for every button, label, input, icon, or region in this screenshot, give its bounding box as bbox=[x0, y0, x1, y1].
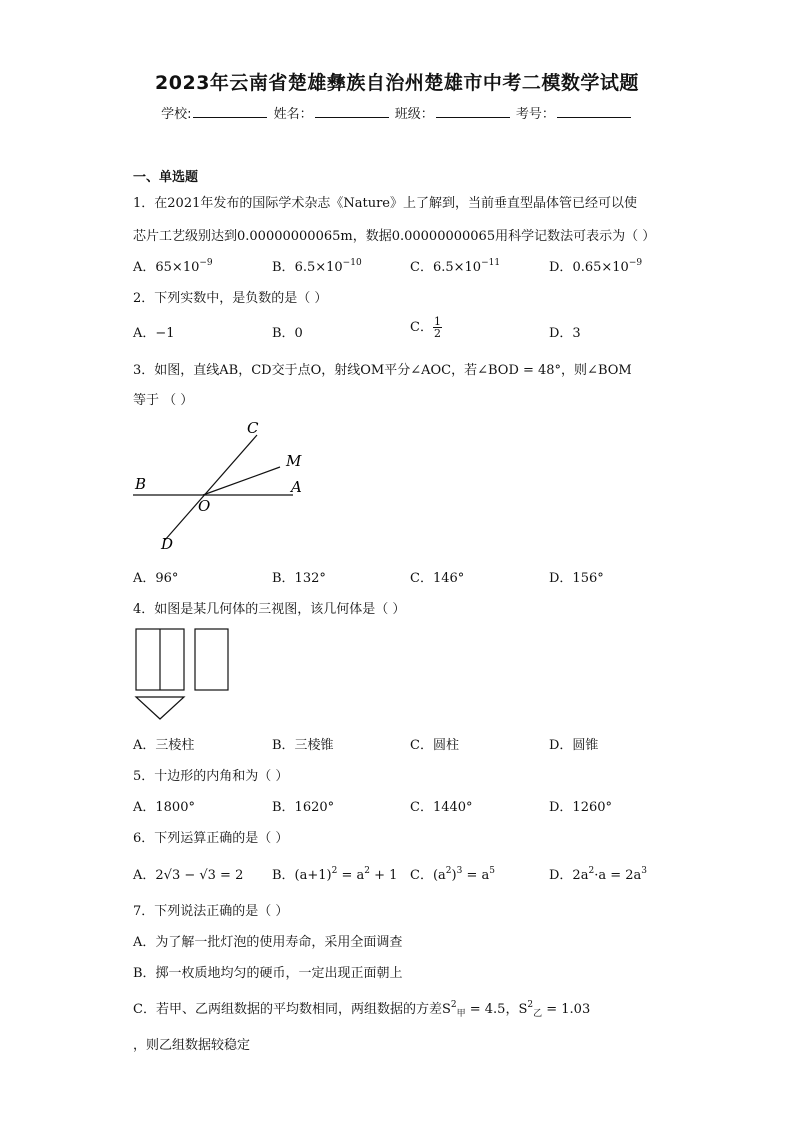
option-expression: + 1 bbox=[370, 868, 398, 883]
q4-option-b[interactable]: B．三棱锥 bbox=[272, 738, 334, 753]
option-exponent: 3 bbox=[641, 866, 647, 876]
q2-option-d[interactable]: D．3 bbox=[549, 326, 581, 341]
label-m: M bbox=[286, 452, 302, 470]
q6-option-b[interactable] bbox=[272, 864, 397, 883]
option-expression: B．(a+1) bbox=[272, 868, 332, 883]
option-expression: = a bbox=[337, 868, 365, 883]
q3-option-d[interactable]: D．156° bbox=[549, 571, 604, 586]
option-label: B． bbox=[272, 260, 295, 275]
q4-text: 4．如图是某几何体的三视图，该几何体是（ ） bbox=[133, 602, 406, 617]
fraction bbox=[433, 316, 442, 339]
q7-text: 7．下列说法正确的是（ ） bbox=[133, 904, 289, 919]
q1-options bbox=[0, 256, 794, 276]
section-heading: 一、单选题 bbox=[133, 170, 199, 185]
fraction-denominator: 2 bbox=[433, 327, 441, 340]
q6-options bbox=[0, 864, 794, 884]
q3-option-b[interactable]: B．132° bbox=[272, 571, 326, 586]
label-c: C bbox=[247, 419, 259, 437]
q3-figure bbox=[125, 415, 325, 555]
student-info-row bbox=[0, 103, 794, 122]
q1-line2: 芯片工艺级别达到0.00000000065m，数据0.00000000065用科学记数法可表示为（ ） bbox=[133, 229, 656, 244]
q4-option-d[interactable]: D．圆锥 bbox=[549, 738, 599, 753]
q6-option-a[interactable]: A．2√3 − √3 = 2 bbox=[133, 868, 244, 883]
option-exponent: 3 bbox=[456, 866, 463, 876]
side-view bbox=[195, 629, 228, 690]
q4-three-views-figure bbox=[132, 625, 236, 725]
q2-text: 2．下列实数中，是负数的是（ ） bbox=[133, 291, 328, 306]
q1-option-d[interactable] bbox=[549, 256, 642, 275]
q5-options bbox=[0, 796, 794, 816]
q2-options bbox=[0, 315, 794, 342]
exam-no-label: 考号： bbox=[515, 107, 555, 122]
page-title: 2023年云南省楚雄彝族自治州楚雄市中考二模数学试题 bbox=[155, 72, 639, 94]
class-label: 班级： bbox=[394, 107, 434, 122]
subscript: 甲 bbox=[456, 1009, 466, 1019]
q3-option-a[interactable]: A．96° bbox=[133, 571, 179, 586]
option-expression: ·a = 2a bbox=[594, 868, 642, 883]
label-a: A bbox=[291, 478, 302, 496]
option-exponent: −10 bbox=[342, 258, 362, 268]
exam-no-blank[interactable] bbox=[557, 105, 631, 118]
top-view-triangle bbox=[136, 697, 184, 719]
q1-option-c[interactable] bbox=[410, 256, 500, 275]
q2-option-c[interactable] bbox=[410, 316, 442, 339]
q6-option-c[interactable] bbox=[410, 864, 495, 883]
school-blank[interactable] bbox=[193, 105, 267, 118]
option-exponent: 2 bbox=[364, 866, 371, 876]
option-base: 0.65×10 bbox=[572, 260, 629, 275]
name-label: 姓名： bbox=[273, 107, 313, 122]
q7-option-c[interactable] bbox=[133, 998, 590, 1019]
q1-option-a[interactable] bbox=[133, 256, 213, 275]
option-base: 65×10 bbox=[155, 260, 200, 275]
option-exponent: −11 bbox=[481, 258, 501, 268]
q5-text: 5．十边形的内角和为（ ） bbox=[133, 769, 289, 784]
option-exponent: 2 bbox=[331, 866, 338, 876]
superscript: 2 bbox=[527, 1000, 534, 1010]
option-exponent: 2 bbox=[445, 866, 452, 876]
option-label: A． bbox=[133, 260, 156, 275]
ray-om bbox=[203, 467, 280, 495]
option-label: C． bbox=[410, 320, 433, 335]
option-text: = 4.5，S bbox=[465, 1002, 528, 1017]
q1-option-b[interactable] bbox=[272, 256, 362, 275]
option-expression: D．2a bbox=[549, 868, 589, 883]
q6-text: 6．下列运算正确的是（ ） bbox=[133, 831, 289, 846]
q5-option-a[interactable]: A．1800° bbox=[133, 800, 195, 815]
q1-line1: 1．在2021年发布的国际学术杂志《Nature》上了解到，当前垂直型晶体管已经可以使 bbox=[133, 196, 637, 211]
subscript: 乙 bbox=[533, 1009, 543, 1019]
option-label: D． bbox=[549, 260, 573, 275]
q2-option-a[interactable]: A．−1 bbox=[133, 326, 175, 341]
q3-line1: 3．如图，直线AB，CD交于点O，射线OM平分∠AOC，若∠BOD = 48°，则∠BOM bbox=[133, 363, 632, 378]
option-exponent: 2 bbox=[588, 866, 595, 876]
q6-option-d[interactable] bbox=[549, 864, 647, 883]
q5-option-b[interactable]: B．1620° bbox=[272, 800, 335, 815]
name-blank[interactable] bbox=[315, 105, 389, 118]
option-base: 6.5×10 bbox=[294, 260, 343, 275]
school-label: 学校: bbox=[161, 107, 192, 122]
q5-option-d[interactable]: D．1260° bbox=[549, 800, 613, 815]
q7-option-c-line2: ，则乙组数据较稳定 bbox=[133, 1038, 251, 1053]
line-cd bbox=[165, 435, 257, 540]
option-text: C．若甲、乙两组数据的平均数相同，两组数据的方差S bbox=[133, 1002, 451, 1017]
q3-line2: 等于 （ ） bbox=[133, 393, 194, 408]
option-base: 6.5×10 bbox=[432, 260, 482, 275]
class-blank[interactable] bbox=[436, 105, 510, 118]
q7-option-b[interactable]: B．掷一枚质地均匀的硬币，一定出现正面朝上 bbox=[133, 966, 403, 981]
option-label: C． bbox=[410, 260, 433, 275]
option-exponent: −9 bbox=[199, 258, 213, 268]
q7-option-a[interactable]: A．为了解一批灯泡的使用寿命，采用全面调查 bbox=[133, 935, 403, 950]
option-expression: C．(a bbox=[410, 868, 446, 883]
fraction-numerator: 1 bbox=[433, 315, 441, 328]
superscript: 2 bbox=[450, 1000, 457, 1010]
q5-option-c[interactable]: C．1440° bbox=[410, 800, 473, 815]
q3-options bbox=[0, 567, 794, 587]
option-exponent: −9 bbox=[628, 258, 643, 268]
q4-options bbox=[0, 734, 794, 754]
label-d: D bbox=[161, 535, 174, 553]
q4-option-c[interactable]: C．圆柱 bbox=[410, 738, 459, 753]
option-expression: ) bbox=[451, 868, 457, 883]
option-text: = 1.03 bbox=[542, 1002, 591, 1017]
label-b: B bbox=[135, 475, 147, 493]
label-o: O bbox=[198, 497, 211, 515]
q2-option-b[interactable]: B．0 bbox=[272, 326, 303, 341]
option-exponent: 5 bbox=[489, 866, 495, 876]
q3-option-c[interactable]: C．146° bbox=[410, 571, 465, 586]
option-expression: = a bbox=[462, 868, 490, 883]
q4-option-a[interactable]: A．三棱柱 bbox=[133, 738, 195, 753]
